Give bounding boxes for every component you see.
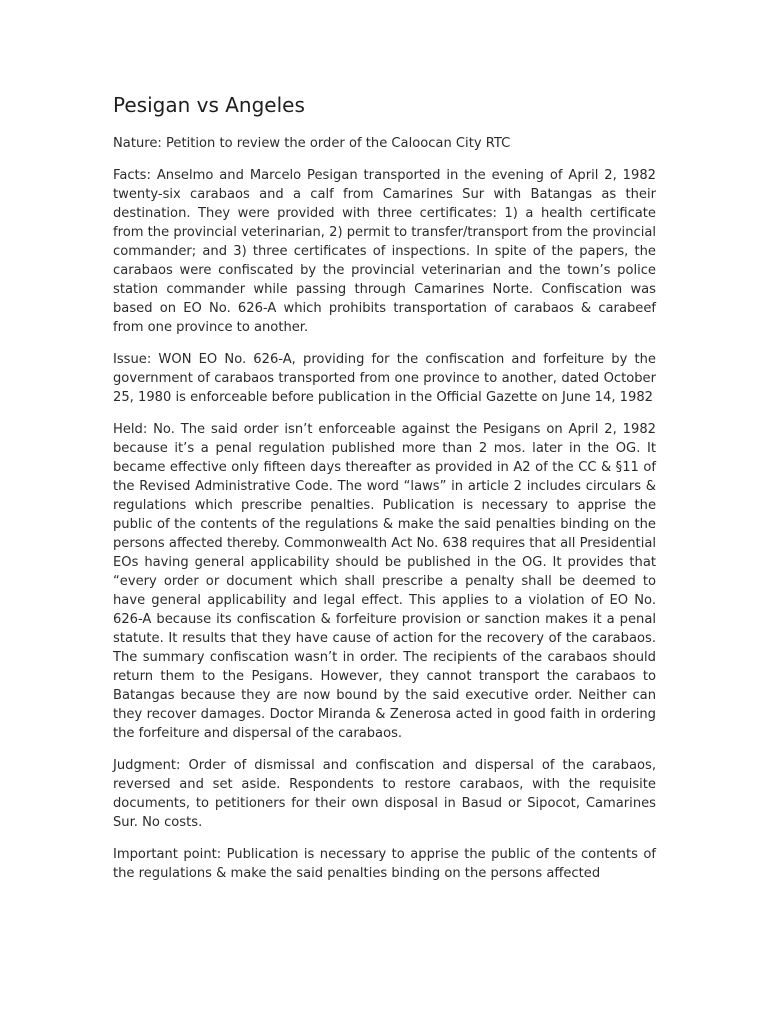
paragraph-nature: Nature: Petition to review the order of the Caloocan City RTC [113,136,511,151]
paragraph-held: Held: No. The said order isn’t enforceable against the Pesigans on April 2, 1982 because it’s a penal regulation published more than 2 mos. later in the OG. It became effective only fifteen days thereafter as provided in A2 of the CC & §11 of the Revised Administrative Code. The word “laws” in article 2 includes circulars & regulations which prescribe penalties. Publication is necessary to apprise the public of the contents of the regulations & make the said penalties binding on the persons affected thereby. Commonwealth Act No. 638 requires that all Presidential EOs having general applicability should be published in the OG. It provides that “every order or document which shall prescribe a penalty shall be deemed to have general applicability and legal effect. This applies to a violation of EO No. 626-A because its confiscation & forfeiture provision or sanction makes it a penal statute. It results that they have cause of action for the recovery of the carabaos. The summary confiscation wasn’t in order. The recipients of the carabaos should return them to the Pesigans. However, they cannot transport the carabaos to Batangas because they are now bound by the said executive order. Neither can they recover damages. Doctor Miranda & Zenerosa acted in good faith in ordering the forfeiture and dispersal of the carabaos. [113,422,656,741]
document-title: Pesigan vs Angeles [113,93,305,117]
paragraph-issue: Issue: WON EO No. 626-A, providing for the confiscation and forfeiture by the government of carabaos transported from one province to another, dated October 25, 1980 is enforceable before publication in the Official Gazette on June 14, 1982 [113,352,656,405]
paragraph-facts: Facts: Anselmo and Marcelo Pesigan transported in the evening of April 2, 1982 twenty-six carabaos and a calf from Camarines Sur with Batangas as their destination. They were provided with three certificates: 1) a health certificate from the provincial veterinarian, 2) permit to transfer/transport from the provincial commander; and 3) three certificates of inspections. In spite of the papers, the carabaos were confiscated by the provincial veterinarian and the town’s police station commander while passing through Camarines Norte. Confiscation was based on EO No. 626-A which prohibits transportation of carabaos & carabeef from one province to another. [113,168,656,335]
paragraph-judgment: Judgment: Order of dismissal and confiscation and dispersal of the carabaos, reversed and set aside. Respondents to restore carabaos, with the requisite documents, to petitioners for their own disposal in Basud or Sipocot, Camarines Sur. No costs. [113,758,656,830]
paragraph-important-point: Important point: Publication is necessary to apprise the public of the contents of the regulations & make the said penalties binding on the persons affected [113,847,656,881]
